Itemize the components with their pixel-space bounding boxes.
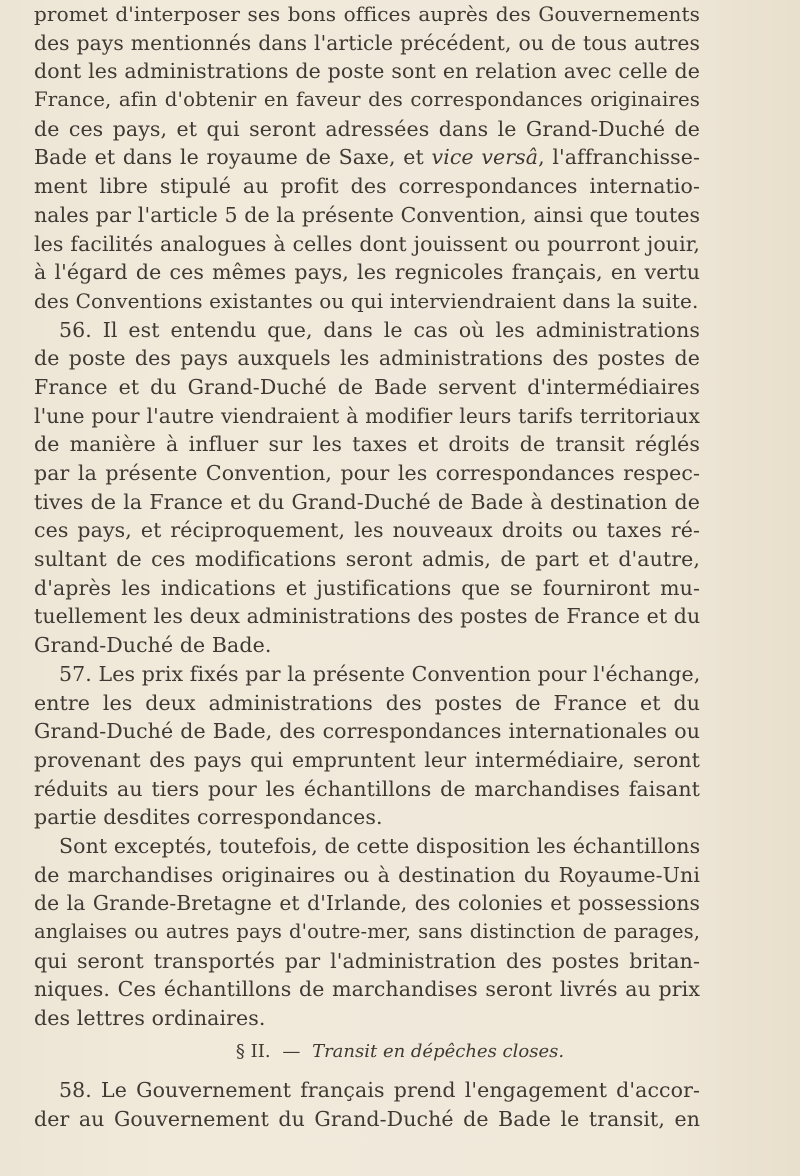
text-line: de la Grande-Bretagne et d'Irlande, des colonies et possessions	[34, 891, 700, 916]
text-line: niques. Ces échantillons de marchandises seront livrés au prix	[34, 977, 700, 1002]
text-line: provenant des pays qui empruntent leur intermédiaire, seront	[34, 747, 700, 772]
text-line: 57. Les prix fixés par la présente Convention pour l'échange,	[59, 661, 701, 686]
section-dash: —	[282, 1041, 301, 1062]
text-line: de marchandises originaires ou à destination du Royaume-Uni	[34, 862, 700, 887]
text-line: des lettres ordinaires.	[34, 1006, 266, 1031]
text-line: par la présente Convention, pour les correspondances respec-	[34, 461, 700, 485]
text-line: 56. Il est entendu que, dans le cas où les administrations	[59, 317, 700, 342]
article-58-text	[34, 1076, 700, 1133]
text-line: entre les deux administrations des postes de France et du	[34, 690, 700, 715]
text-line: sultant de ces modifications seront admis, de part et d'autre,	[34, 547, 700, 572]
text-line: 58. Le Gouvernement français prend l'engagement d'accor-	[59, 1078, 700, 1102]
text-line: qui seront transportés par l'administration des postes britan-	[34, 948, 700, 973]
text-line: tives de la France et du Grand-Duché de Bade à destination de	[34, 489, 700, 514]
text-line: Sont exceptés, toutefois, de cette disposition les échantillons	[59, 833, 701, 858]
text-line: partie desdites correspondances.	[34, 805, 383, 830]
section-heading	[0, 1041, 800, 1062]
text-line: der au Gouvernement du Grand-Duché de Bade le transit, en	[34, 1106, 700, 1131]
text-line: dont les administrations de poste sont en relation avec celle de	[34, 59, 700, 84]
text-line: Bade et dans le royaume de Saxe, et vice versâ, l'affranchisse-	[34, 145, 700, 170]
text-line: anglaises ou autres pays d'outre-mer, sans distinction de parages,	[34, 920, 700, 943]
text-line: tuellement les deux administrations des postes de France et du	[34, 604, 701, 629]
text-line: de manière à influer sur les taxes et droits de transit réglés	[34, 432, 700, 457]
body-text	[34, 0, 700, 1033]
text-line: des Conventions existantes ou qui interviendraient dans la suite.	[34, 288, 699, 313]
text-line: de poste des pays auxquels les administrations des postes de	[34, 346, 700, 371]
text-line: France, afin d'obtenir en faveur des correspondances originaires	[34, 88, 700, 112]
text-line: à l'égard de ces mêmes pays, les regnicoles français, en vertu	[34, 260, 700, 285]
text-line: nales par l'article 5 de la présente Convention, ainsi que toutes	[34, 202, 701, 227]
text-line: ment libre stipulé au profit des correspondances internatio-	[34, 174, 700, 199]
text-line: Grand-Duché de Bade, des correspondances internationales ou	[34, 719, 700, 744]
text-line: France et du Grand-Duché de Bade servent d'intermédiaires	[34, 374, 700, 399]
text-line: Grand-Duché de Bade.	[34, 633, 272, 658]
text-line: des pays mentionnés dans l'article précédent, ou de tous autres	[34, 30, 700, 55]
section-title: Transit en dépêches closes.	[312, 1041, 565, 1062]
text-line: l'une pour l'autre viendraient à modifier leurs tarifs territoriaux	[34, 403, 700, 428]
text-line: les facilités analogues à celles dont jouissent ou pourront jouir,	[34, 231, 700, 256]
text-line: de ces pays, et qui seront adressées dans le Grand-Duché de	[34, 116, 700, 141]
section-number: § II.	[235, 1041, 271, 1062]
text-line: réduits au tiers pour les échantillons de marchandises faisant	[34, 776, 700, 801]
text-line: ces pays, et réciproquement, les nouveaux droits ou taxes ré-	[34, 518, 700, 543]
text-line: d'après les indications et justifications que se fourniront mu-	[34, 575, 700, 600]
text-line: promet d'interposer ses bons offices auprès des Gouvernements	[34, 2, 700, 26]
